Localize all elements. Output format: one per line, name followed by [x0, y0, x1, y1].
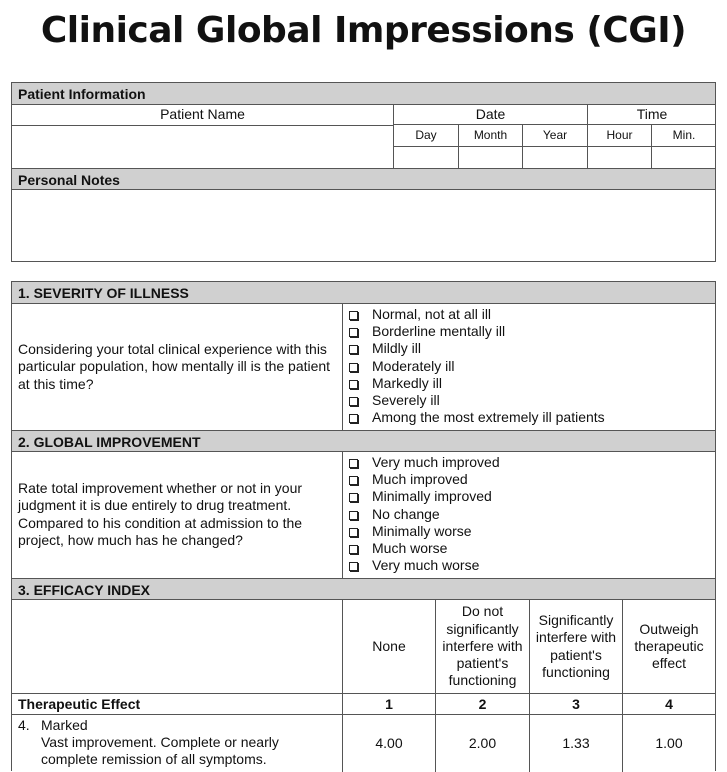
month-label: Month [458, 125, 522, 147]
improvement-option[interactable]: Very much improved [349, 454, 715, 471]
checkbox-icon[interactable] [349, 459, 358, 468]
improvement-option[interactable]: Much improved [349, 471, 715, 488]
efficacy-col-interfere: Significantly interfere with patient's functioning [529, 600, 622, 693]
severity-header: 1. SEVERITY OF ILLNESS [12, 282, 715, 304]
checkbox-icon[interactable] [349, 380, 358, 389]
efficacy-row-marked [12, 715, 342, 772]
checkbox-icon[interactable] [349, 493, 358, 502]
min-label: Min. [651, 125, 716, 147]
efficacy-value: 1.00 [622, 715, 715, 772]
date-label: Date [393, 104, 587, 125]
time-label: Time [587, 104, 716, 125]
improvement-header: 2. GLOBAL IMPROVEMENT [12, 430, 715, 452]
checkbox-icon[interactable] [349, 414, 358, 423]
efficacy-row-label: Marked [41, 717, 88, 733]
page-title: Clinical Global Impressions (CGI) [40, 10, 687, 51]
personal-notes-field[interactable] [12, 190, 715, 261]
efficacy-col-number: 4 [622, 693, 715, 715]
improvement-option[interactable]: Minimally worse [349, 523, 715, 540]
severity-question: Considering your total clinical experience with this particular population, how mentally ill is the patient at this time? [18, 341, 331, 392]
year-field[interactable] [522, 147, 587, 168]
improvement-option[interactable]: Much worse [349, 540, 715, 557]
improvement-option[interactable]: No change [349, 506, 715, 523]
severity-option[interactable]: Borderline mentally ill [349, 323, 715, 340]
checkbox-icon[interactable] [349, 328, 358, 337]
checkbox-icon[interactable] [349, 528, 358, 537]
severity-options [342, 304, 715, 430]
efficacy-row-number: 4. [18, 717, 30, 733]
efficacy-value: 2.00 [435, 715, 529, 772]
assessment-section [11, 281, 716, 771]
checkbox-icon[interactable] [349, 345, 358, 354]
patient-name-field[interactable] [12, 125, 393, 168]
checkbox-icon[interactable] [349, 311, 358, 320]
day-label: Day [393, 125, 458, 147]
efficacy-col-number: 2 [435, 693, 529, 715]
severity-option[interactable]: Mildly ill [349, 340, 715, 357]
checkbox-icon[interactable] [349, 511, 358, 520]
checkbox-icon[interactable] [349, 562, 358, 571]
severity-option[interactable]: Normal, not at all ill [349, 306, 715, 323]
patient-info-header: Patient Information [12, 83, 715, 105]
severity-option[interactable]: Markedly ill [349, 375, 715, 392]
efficacy-value: 1.33 [529, 715, 622, 772]
checkbox-icon[interactable] [349, 545, 358, 554]
day-field[interactable] [393, 147, 458, 168]
efficacy-col-number: 3 [529, 693, 622, 715]
improvement-option[interactable]: Minimally improved [349, 488, 715, 505]
efficacy-col-not-interfere: Do not significantly interfere with patient's functioning [435, 600, 529, 693]
efficacy-col-none: None [342, 600, 435, 693]
severity-option[interactable]: Severely ill [349, 392, 715, 409]
efficacy-value: 4.00 [342, 715, 435, 772]
severity-option[interactable]: Moderately ill [349, 358, 715, 375]
checkbox-icon[interactable] [349, 397, 358, 406]
efficacy-row-description: Vast improvement. Complete or nearly complete remission of all symptoms. [41, 734, 279, 768]
year-label: Year [522, 125, 587, 147]
checkbox-icon[interactable] [349, 476, 358, 485]
min-field[interactable] [651, 147, 716, 168]
severity-option[interactable]: Among the most extremely ill patients [349, 409, 715, 426]
therapeutic-effect-label: Therapeutic Effect [12, 693, 342, 715]
checkbox-icon[interactable] [349, 363, 358, 372]
efficacy-col-number: 1 [342, 693, 435, 715]
improvement-question: Rate total improvement whether or not in your judgment it is due entirely to drug treatment. Compared to his condition at admission to the project, how much has he changed? [18, 480, 303, 549]
patient-name-label: Patient Name [160, 106, 245, 122]
efficacy-col-outweigh: Outweigh therapeutic effect [622, 600, 715, 693]
personal-notes-header: Personal Notes [12, 168, 715, 190]
improvement-option[interactable]: Very much worse [349, 557, 715, 574]
efficacy-header: 3. EFFICACY INDEX [12, 578, 715, 600]
hour-field[interactable] [587, 147, 651, 168]
month-field[interactable] [458, 147, 522, 168]
hour-label: Hour [587, 125, 651, 147]
improvement-options [342, 452, 715, 578]
patient-info-section [11, 82, 716, 262]
